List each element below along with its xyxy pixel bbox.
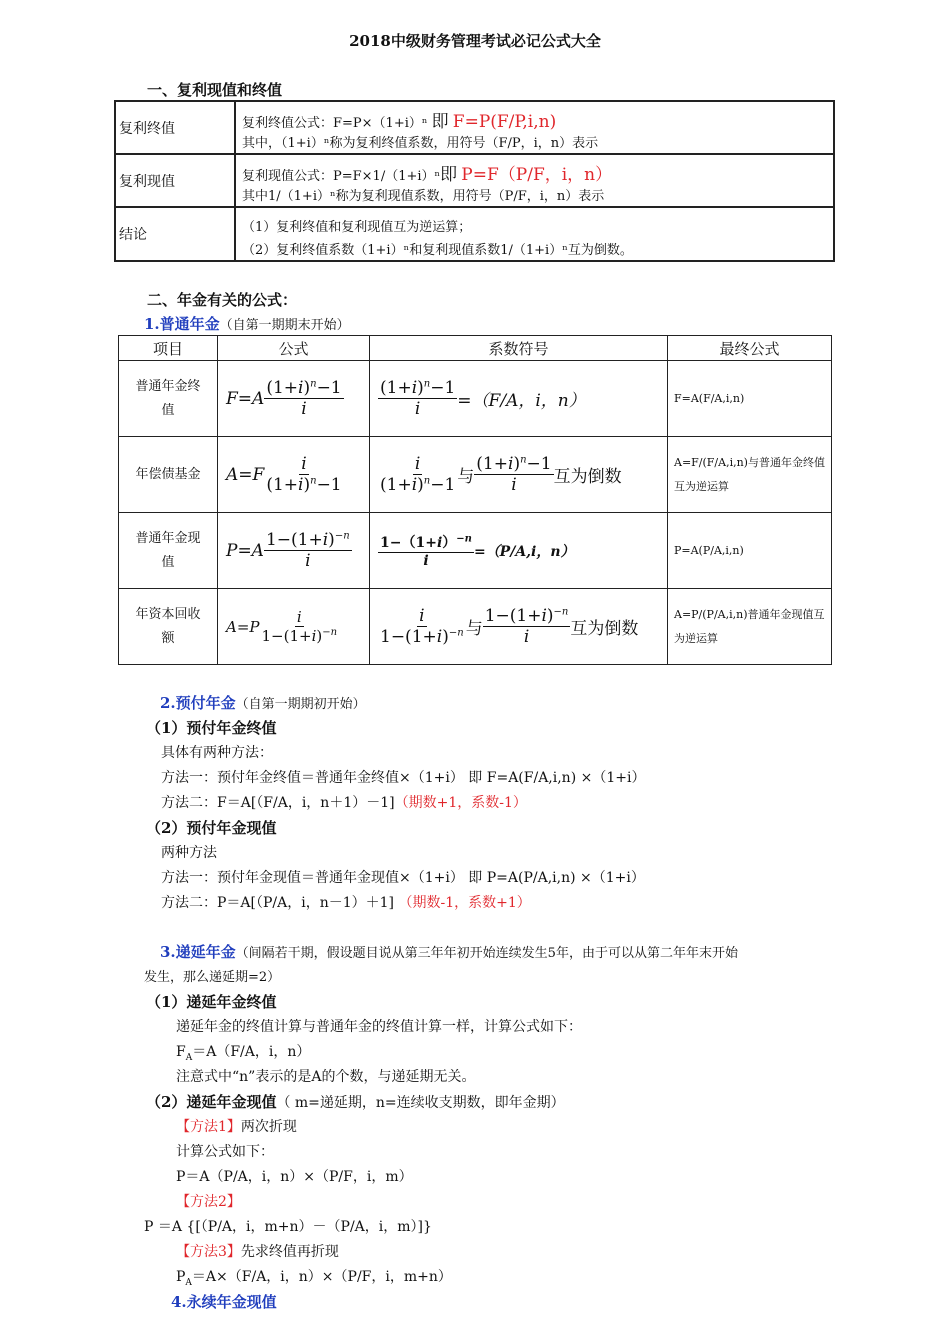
table-row xyxy=(119,361,832,437)
text-line: 【方法3】先求终值再折现 xyxy=(176,1244,339,1260)
formula-capital-recovery: A=P $\frac{i}{1-(1+i)^{-n}}$ xyxy=(226,608,338,645)
deferred-pv-heading: （2）递延年金现值（ m=递延期，n=连续收支期数，即年金期） xyxy=(146,1093,565,1111)
final-formula: A=P/(P/A,i,n)普通年金现值互为逆运算 xyxy=(668,589,832,665)
formula-sinking-fund: A=F $\frac{i}{(1+i)^n-1}$ xyxy=(226,454,342,495)
header-symbol: 系数符号 xyxy=(370,336,668,361)
table-row xyxy=(116,208,833,260)
formula-line: 复利现值公式：P=F×1/（1+i）ⁿ即 P=F（P/F，i，n） xyxy=(242,165,613,185)
formula-fv-annuity: F=A $\frac{(1+i)^n-1}{i}$ xyxy=(226,378,342,419)
final-formula: F=A(F/A,i,n) xyxy=(668,361,832,437)
ordinary-annuity-title: 1.普通年金（自第一期期末开始） xyxy=(144,315,350,333)
text-line: 发生，那么递延期=2） xyxy=(144,970,281,985)
table-row xyxy=(119,513,832,589)
text-line: 方法二：P＝A[（P/A，i，n－1）＋1] （期数-1，系数+1） xyxy=(161,895,531,911)
symbol-fv-annuity: $\frac{(1+i)^n-1}{i}$ =（F/A，i，n） xyxy=(380,378,586,419)
symbol-capital-recovery: $\frac{i}{1-(1+i)^{-n}}$ 与 $\frac{1-(1+i)^{-n}}{i}$ 互为倒数 xyxy=(380,606,639,647)
text-line: 注意式中“n”表示的是A的个数，与递延期无关。 xyxy=(176,1069,476,1085)
annuity-due-pv-heading: （2）预付年金现值 xyxy=(146,819,277,837)
header-formula: 公式 xyxy=(218,336,370,361)
text-line: 方法一：预付年金终值＝普通年金终值×（1+i） 即 F=A(F/A,i,n) ×（1+i） xyxy=(161,770,646,786)
text-line: 两种方法 xyxy=(161,845,217,861)
text-line: $F_A=A(F/A$，i，n） xyxy=(176,1044,311,1063)
row-label: 结论 xyxy=(116,208,236,260)
row-label: 年偿债基金 xyxy=(119,437,218,513)
text-line: P ＝A {[（P/A，i，m+n）－（P/A，i，m）]} xyxy=(144,1219,432,1235)
row-label: 复利终值 xyxy=(116,102,236,153)
deferred-fv-heading: （1）递延年金终值 xyxy=(146,993,277,1011)
row-label: 年资本回收额 xyxy=(119,589,218,665)
compound-interest-table xyxy=(114,100,835,262)
formula-line: 复利终值公式：F=P×（1+i）ⁿ 即 F=P(F/P,i,n) xyxy=(242,112,557,132)
perpetuity-title: 4.永续年金现值 xyxy=(171,1293,277,1311)
section-2-heading: 二、年金有关的公式： xyxy=(147,291,298,309)
text-line: $P_A=A\times(F/A$，i，n）×（P/F，i，m+n） xyxy=(176,1269,452,1288)
text-line: 方法二：F＝A[（F/A，i，n＋1）－1]（期数+1，系数-1） xyxy=(161,795,527,811)
formula-pv-annuity: P=A $\frac{1-(1+i)^{-n}}{i}$ xyxy=(226,530,350,571)
symbol-sinking-fund: $\frac{i}{(1+i)^n-1}$ 与 $\frac{(1+i)^n-1}{i}$ 互为倒数 xyxy=(380,454,622,495)
text-line: 【方法2】 xyxy=(176,1194,241,1210)
conclusion-2: （2）复利终值系数（1+i）ⁿ和复利现值系数1/（1+i）ⁿ互为倒数。 xyxy=(242,243,633,258)
text-line: P＝A（P/A，i，n）×（P/F，i，m） xyxy=(176,1169,413,1185)
formula-note: 其中，（1+i）ⁿ称为复利终值系数，用符号（F/P，i，n）表示 xyxy=(242,136,599,151)
text-line: 递延年金的终值计算与普通年金的终值计算一样，计算公式如下： xyxy=(176,1019,582,1035)
page-title: 2018中级财务管理考试必记公式大全 xyxy=(349,32,601,50)
text-line: 计算公式如下： xyxy=(176,1144,274,1160)
section-1-heading: 一、复利现值和终值 xyxy=(147,81,283,99)
final-formula: P=A(P/A,i,n) xyxy=(668,513,832,589)
text-line: 方法一：预付年金现值＝普通年金现值×（1+i） 即 P=A(P/A,i,n) ×（1+i） xyxy=(161,870,645,886)
table-row xyxy=(119,589,832,665)
annuity-due-fv-heading: （1）预付年金终值 xyxy=(146,719,277,737)
annuity-due-title: 2.预付年金（自第一期期初开始） xyxy=(160,694,366,712)
table-row xyxy=(116,102,833,155)
header-item: 项目 xyxy=(119,336,218,361)
annuity-table xyxy=(118,335,832,665)
deferred-annuity-title: 3.递延年金（间隔若干期，假设题目说从第三年年初开始连续发生5年，由于可以从第二年年末开始 xyxy=(160,943,738,961)
text-line: 【方法1】两次折现 xyxy=(176,1119,297,1135)
row-label: 普通年金终值 xyxy=(119,361,218,437)
conclusion-1: （1）复利终值和复利现值互为逆运算； xyxy=(242,220,472,235)
formula-note: 其中1/（1+i）ⁿ称为复利现值系数，用符号（P/F，i，n）表示 xyxy=(242,189,605,204)
symbol-pv-annuity: $\frac{1-(1+i)^{-n}}{i}$ =（P/A,i，n） xyxy=(380,533,575,569)
table-row xyxy=(116,155,833,208)
header-final: 最终公式 xyxy=(668,336,832,361)
final-formula: A=F/(F/A,i,n)与普通年金终值互为逆运算 xyxy=(668,437,832,513)
row-label: 复利现值 xyxy=(116,155,236,206)
table-row xyxy=(119,437,832,513)
row-label: 普通年金现值 xyxy=(119,513,218,589)
text-line: 具体有两种方法： xyxy=(161,745,273,761)
